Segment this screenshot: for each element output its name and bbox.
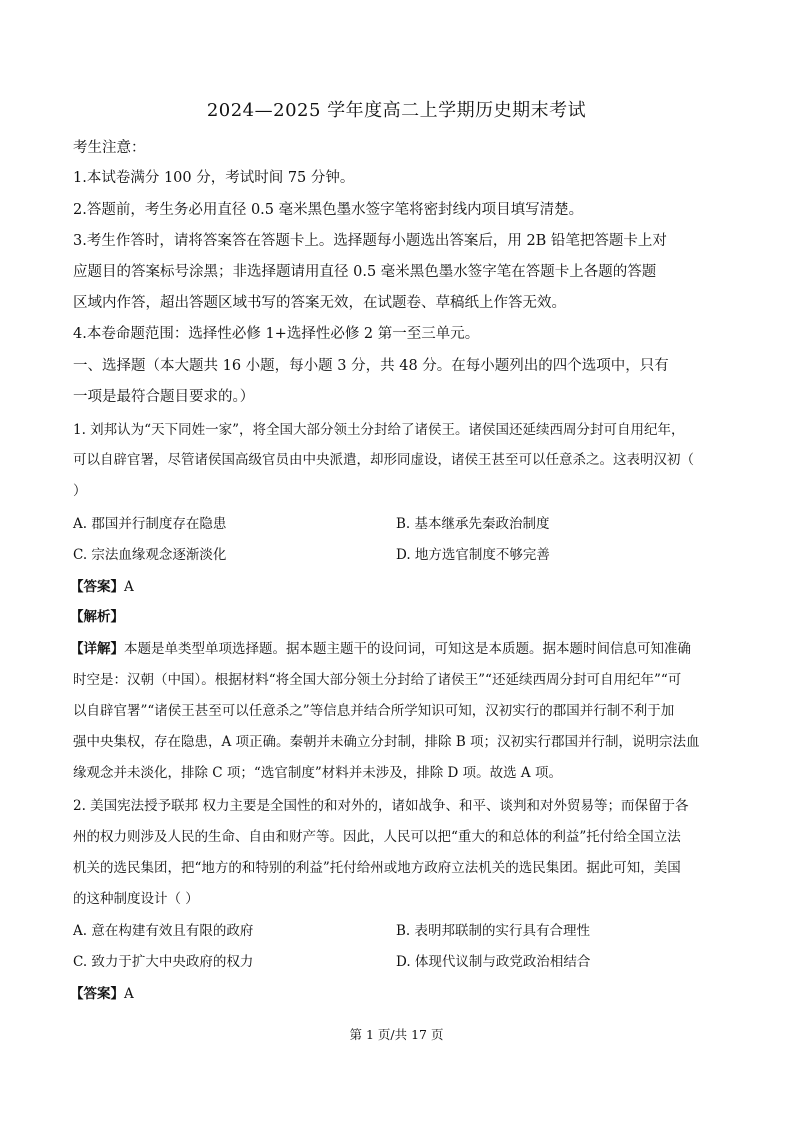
- q2-answer: [70, 982, 134, 1002]
- q1-analysis-tag: 【解析】: [70, 609, 124, 625]
- q1-detail-line-3: 以自辟官署”“诸侯王甚至可以任意杀之”等信息并结合所学知识可知，汉初实行的郡国并行制不利于加: [73, 703, 675, 719]
- notice-item-2: 2.答题前，考生务必用直径 0.5 毫米黑色墨水签字笔将密封线内项目填写清楚。: [73, 202, 584, 218]
- q2-stem-line-4: 的这种制度设计（ ）: [73, 891, 199, 907]
- notice-heading: 考生注意：: [73, 140, 146, 156]
- q1-option-d: D. 地方选官制度不够完善: [396, 547, 550, 563]
- page-footer: 第 1 页/共 17 页: [349, 1027, 444, 1042]
- notice-item-4: 4.本卷命题范围：选择性必修 1+选择性必修 2 第一至三单元。: [73, 326, 480, 342]
- q1-stem-line-2: 可以自辟官署，尽管诸侯国高级官员由中央派遣，却形同虚设，诸侯王甚至可以任意杀之。这表明汉初（: [73, 452, 694, 468]
- section-heading-line-1: 一、选择题（本大题共 16 小题，每小题 3 分，共 48 分。在每小题列出的四个选项中，只有: [73, 358, 669, 374]
- q1-answer-tag: 【答案】: [70, 579, 124, 595]
- q1-detail-line-1: [70, 637, 691, 657]
- q1-detail-line-5: 缘观念并未淡化，排除 C 项；“选官制度”材料并未涉及，排除 D 项。故选 A 项。: [73, 765, 562, 781]
- q1-answer-value: A: [124, 579, 134, 595]
- notice-item-1: 1.本试卷满分 100 分，考试时间 75 分钟。: [73, 170, 355, 186]
- notice-item-3-cont-1: 应题目的答案标号涂黑；非选择题请用直径 0.5 毫米黑色墨水签字笔在答题卡上各题的答题: [73, 264, 657, 280]
- q2-option-b: B. 表明邦联制的实行具有合理性: [396, 923, 591, 939]
- q1-detail-line-2: 时空是：汉朝（中国）。根据材料“将全国大部分领土分封给了诸侯王”“还延续西周分封可自用纪年”“可: [73, 672, 682, 688]
- q1-option-b: B. 基本继承先秦政治制度: [396, 516, 550, 532]
- q2-stem-line-1: 2. 美国宪法授予联邦 权力主要是全国性的和对外的，诸如战争、和平、谈判和对外贸易等；而保留于各: [73, 798, 689, 814]
- q1-stem-line-1: 1. 刘邦认为“天下同姓一家”，将全国大部分领土分封给了诸侯王。诸侯国还延续西周分封可自用纪年，: [73, 422, 685, 438]
- q1-option-a: A. 郡国并行制度存在隐患: [73, 516, 227, 532]
- q1-detail-line-4: 强中央集权，存在隐患，A 项正确。秦朝并未确立分封制，排除 B 项；汉初实行郡国并行制，说明宗法血: [73, 734, 700, 750]
- section-heading-line-2: 一项是最符合题目要求的。）: [73, 389, 255, 405]
- exam-title: 2024—2025 学年度高二上学期历史期末考试: [206, 100, 587, 121]
- q2-option-d: D. 体现代议制与政党政治相结合: [396, 954, 591, 970]
- q1-detail-first: 本题是单类型单项选择题。据本题主题干的设问词，可知这是本质题。据本题时间信息可知准确: [124, 641, 691, 657]
- notice-item-3-cont-2: 区域内作答，超出答题区域书写的答案无效，在试题卷、草稿纸上作答无效。: [73, 295, 566, 311]
- q2-option-c: C. 致力于扩大中央政府的权力: [73, 954, 254, 970]
- q1-option-c: C. 宗法血缘观念逐渐淡化: [73, 547, 227, 563]
- q1-detail-tag: 【详解】: [70, 641, 124, 657]
- q2-stem-line-2: 州的权力则涉及人民的生命、自由和财产等。因此，人民可以把“重大的和总体的利益”托付给全国立法: [73, 829, 681, 845]
- q1-stem-line-3: ）: [73, 483, 87, 499]
- q2-answer-value: A: [124, 986, 134, 1002]
- q1-answer: [70, 575, 134, 595]
- q2-answer-tag: 【答案】: [70, 986, 124, 1002]
- q2-stem-line-3: 机关的选民集团，把“地方的和特别的利益”托付给州或地方政府立法机关的选民集团。据此可知，美国: [73, 860, 681, 876]
- notice-item-3: 3.考生作答时，请将答案答在答题卡上。选择题每小题选出答案后，用 2B 铅笔把答题卡上对: [73, 233, 667, 249]
- q2-option-a: A. 意在构建有效且有限的政府: [73, 923, 254, 939]
